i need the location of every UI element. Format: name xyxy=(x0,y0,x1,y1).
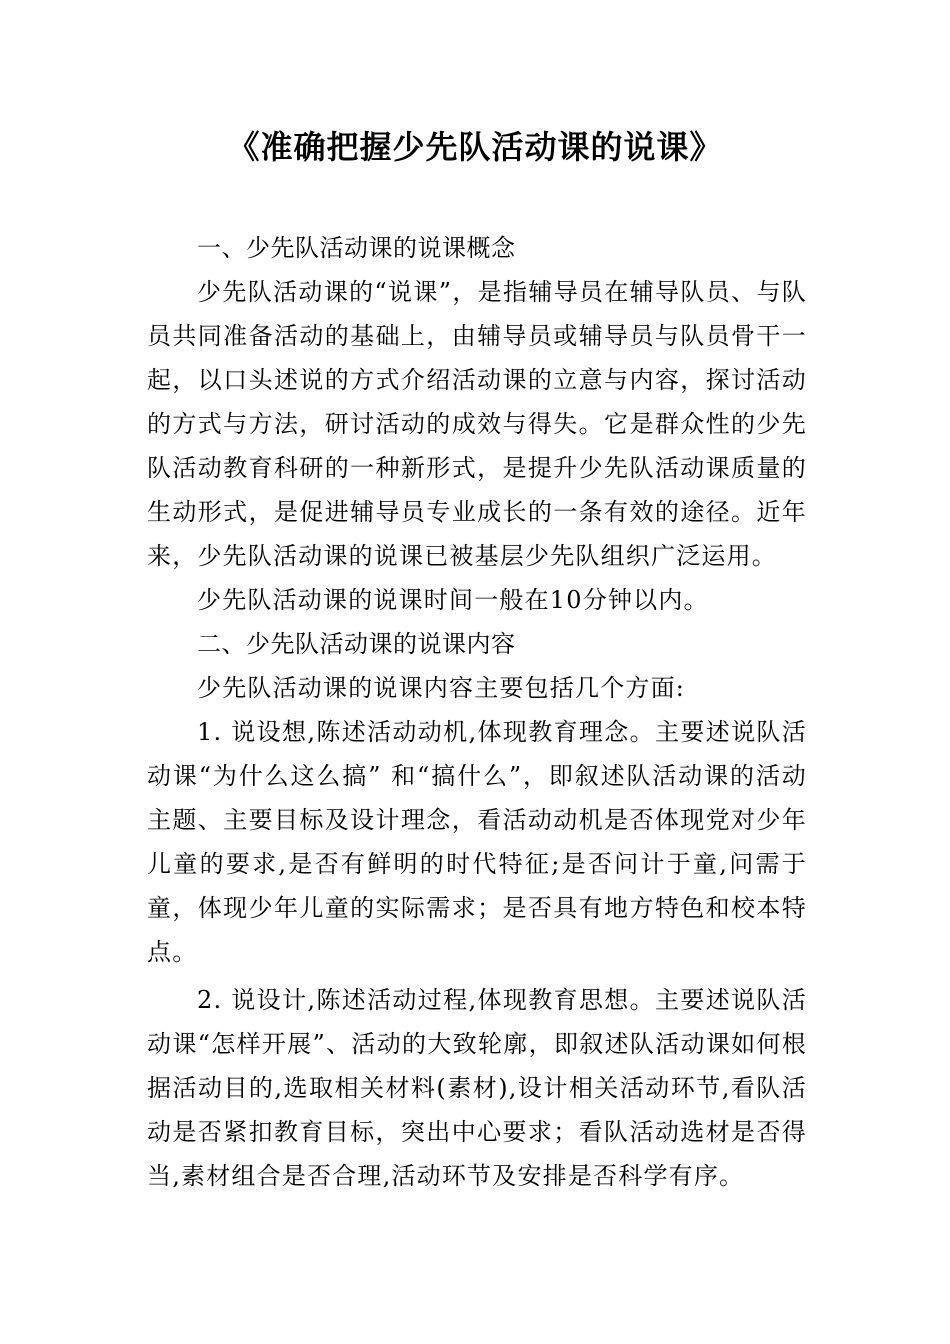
paragraph-concept-definition: 少先队活动课的“说课”，是指辅导员在辅导队员、与队员共同准备活动的基础上，由辅导员或辅导员与队员骨干一起，以口头述说的方式介绍活动课的立意与内容，探讨活动的方式与方法，研讨活动的成效与得失。它是群众性的少先队活动教育科研的一种新形式，是提升少先队活动课质量的生动形式，是促进辅导员专业成长的一条有效的途径。近年来，少先队活动课的说课已被基层少先队组织广泛运用。 xyxy=(147,278,807,570)
paragraph-concept-duration: 少先队活动课的说课时间一般在10分钟以内。 xyxy=(197,586,709,614)
paragraph-content-intro: 少先队活动课的说课内容主要包括几个方面: xyxy=(197,674,686,702)
section-heading-content: 二、少先队活动课的说课内容 xyxy=(197,630,516,658)
paragraph-content-item-1: 1. 说设想,陈述活动动机,体现教育理念。主要述说队活动课“为什么这么搞” 和“搞什么”，即叙述队活动课的活动主题、主要目标及设计理念，看活动动机是否体现党对少年儿童的要求,是否有鲜明的时代特征;是否问计于童,问需于童，体现少年儿童的实际需求；是否具有地方特色和校本特点。 xyxy=(147,718,807,966)
document-body xyxy=(147,226,807,1198)
section-heading-concept: 一、少先队活动课的说课概念 xyxy=(197,234,516,262)
paragraph-content-item-2: 2. 说设计,陈述活动过程,体现教育思想。主要述说队活动课“怎样开展”、活动的大致轮廓，即叙述队活动课如何根据活动目的,选取相关材料(素材),设计相关活动环节,看队活动是否紧扣教育目标，突出中心要求；看队活动选材是否得当,素材组合是否合理,活动环节及安排是否科学有序。 xyxy=(147,986,807,1190)
document-title: 《准确把握少先队活动课的说课》 xyxy=(227,128,723,166)
